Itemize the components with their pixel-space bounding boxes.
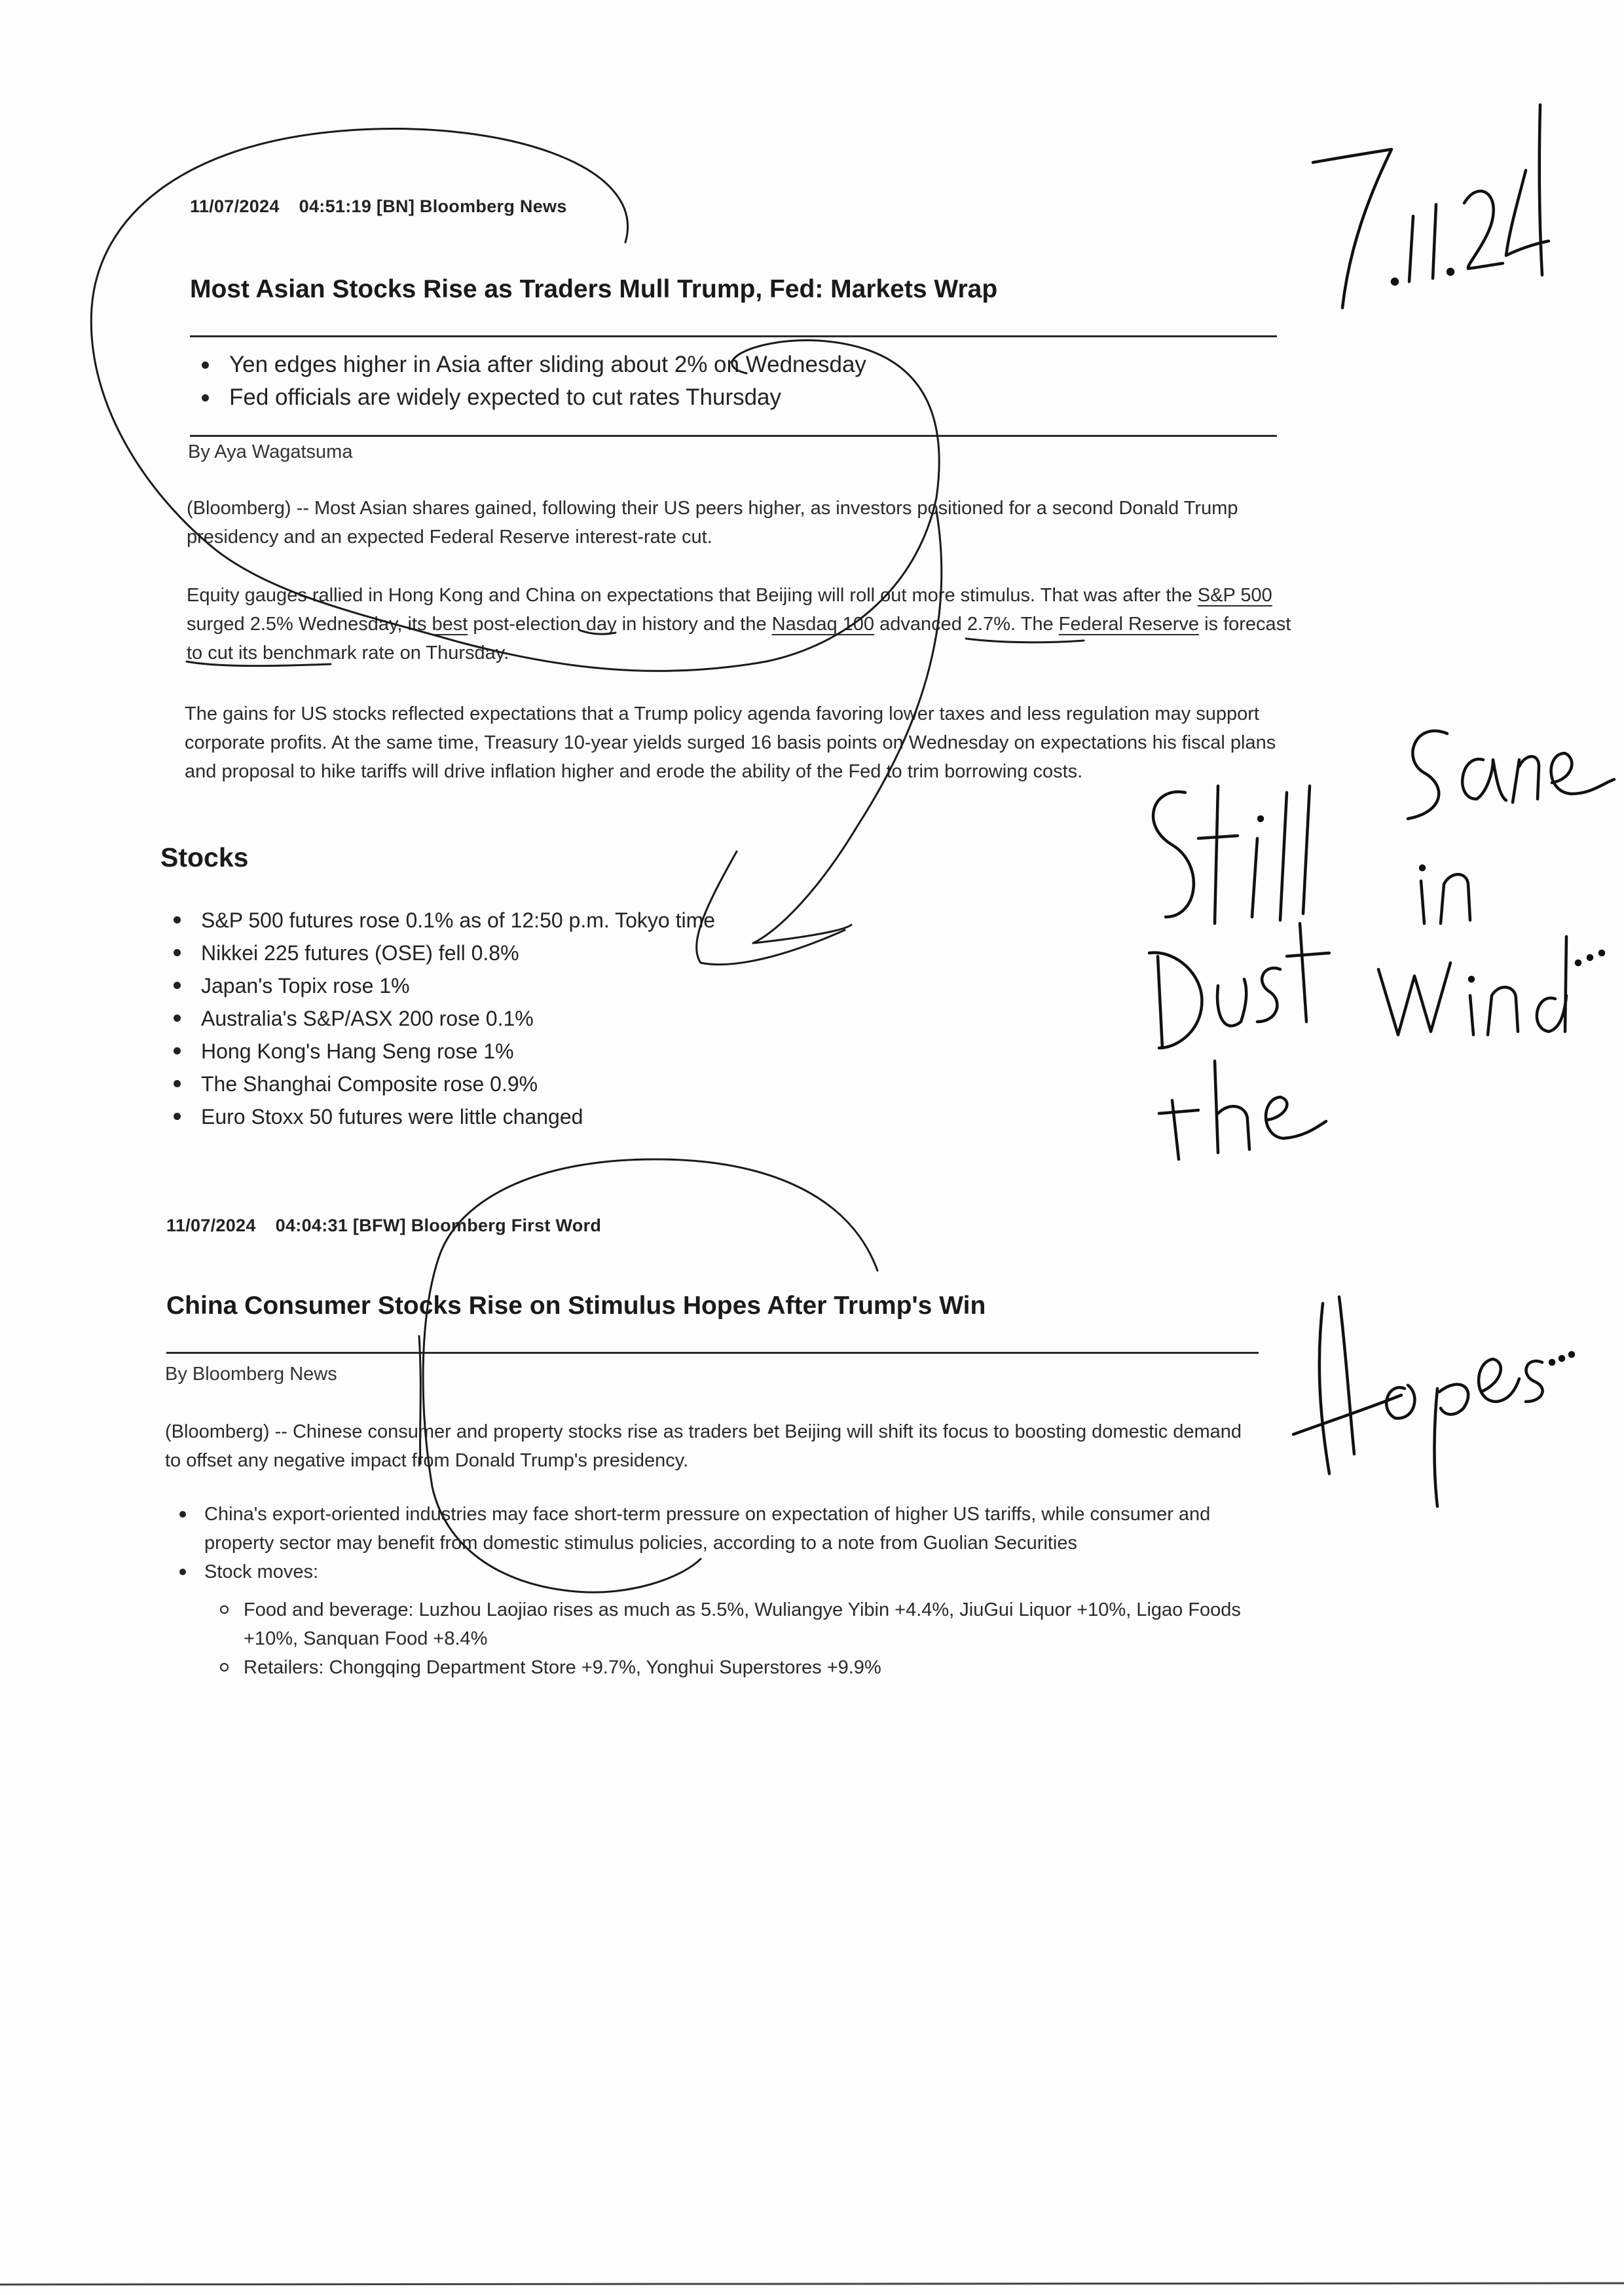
list-item: S&P 500 futures rose 0.1% as of 12:50 p.m. Tokyo time — [160, 904, 1208, 937]
list-item: Retailers: Chongqing Department Store +9.7%, Yonghui Superstores +9.9% — [204, 1653, 1253, 1682]
stock-moves-list — [204, 1595, 1253, 1682]
stocks-list — [160, 904, 1208, 1133]
article2-bullets — [166, 1500, 1253, 1682]
scan-edge-line — [0, 2283, 1624, 2285]
article1-date: 11/07/2024 — [190, 196, 280, 216]
article1-paragraph-2: Equity gauges rallied in Hong Kong and China on expectations that Beijing will roll out more stimulus. That was after the S&P 500 surged 2.5% Wednesday, its best post-election day in history and the Nasdaq 100 advanced 2.7%. The Federal Reserve is forecast to cut its benchmark rate on Thursday. — [187, 585, 1291, 663]
link-sp500[interactable]: S&P 500 — [1197, 585, 1272, 606]
list-item: Nikkei 225 futures (OSE) fell 0.8% — [160, 937, 1208, 969]
article2-headline-rule — [166, 1352, 1259, 1354]
list-item: The Shanghai Composite rose 0.9% — [160, 1068, 1208, 1100]
article1-summary-rule — [190, 435, 1277, 437]
article2-headline: China Consumer Stocks Rise on Stimulus Hopes After Trump's Win — [166, 1292, 986, 1320]
stocks-heading: Stocks — [160, 842, 249, 872]
link-best[interactable]: best — [432, 614, 468, 635]
link-federal-reserve[interactable]: Federal Reserve — [1058, 614, 1200, 635]
article1-byline: By Aya Wagatsuma — [188, 441, 353, 462]
article1-summary-bullets — [190, 348, 1277, 414]
article1-headline-rule — [190, 335, 1277, 337]
list-item: Stock moves: Food and beverage: Luzhou Laojiao rises as much as 5.5%, Wuliangye Yibin +4.4%, JiuGui Liquor +10%, Ligao Foods +10%, Sanquan Food +8.4% Retailers: Chongqing Department Store +9.7%, Yonghui Superstores +9.9% — [166, 1558, 1253, 1682]
article1-headline: Most Asian Stocks Rise as Traders Mull Trump, Fed: Markets Wrap — [190, 275, 998, 303]
article2-meta — [166, 1216, 601, 1236]
list-item: Hong Kong's Hang Seng rose 1% — [160, 1035, 1208, 1068]
article1-time-source: 04:51:19 [BN] Bloomberg News — [299, 196, 567, 216]
article1-paragraph-1: (Bloomberg) -- Most Asian shares gained, following their US peers higher, as investors positioned for a second Donald Trump presidency and an expected Federal Reserve interest-rate cut. — [187, 498, 1238, 548]
list-item: China's export-oriented industries may face short-term pressure on expectation of higher US tariffs, while consumer and property sector may benefit from domestic stimulus policies, according to a note from Guolian Securities — [166, 1500, 1253, 1558]
article1-paragraph-3: The gains for US stocks reflected expectations that a Trump policy agenda favoring lower taxes and less regulation may support corporate profits. At the same time, Treasury 10-year yields surged 16 basis points on Wednesday on expectations his fiscal plans and proposal to hike tariffs will drive inflation higher and erode the ability of the Fed to trim borrowing costs. — [185, 703, 1276, 782]
list-item: Yen edges higher in Asia after sliding about 2% on Wednesday — [190, 348, 1277, 381]
list-item: Japan's Topix rose 1% — [160, 969, 1208, 1002]
article2-date: 11/07/2024 — [166, 1216, 256, 1235]
list-item: Food and beverage: Luzhou Laojiao rises as much as 5.5%, Wuliangye Yibin +4.4%, JiuGui Liquor +10%, Ligao Foods +10%, Sanquan Food +8.4% — [204, 1595, 1253, 1653]
link-nasdaq-100[interactable]: Nasdaq 100 — [771, 614, 875, 635]
article2-paragraph-1: (Bloomberg) -- Chinese consumer and property stocks rise as traders bet Beijing will shift its focus to boosting domestic demand to offset any negative impact from Donald Trump's presidency. — [165, 1421, 1242, 1471]
article2-time-source: 04:04:31 [BFW] Bloomberg First Word — [275, 1216, 602, 1235]
list-item: Fed officials are widely expected to cut rates Thursday — [190, 381, 1277, 414]
list-item: Australia's S&P/ASX 200 rose 0.1% — [160, 1002, 1208, 1035]
list-item: Euro Stoxx 50 futures were little changed — [160, 1100, 1208, 1133]
article1-meta — [190, 196, 567, 217]
article2-byline: By Bloomberg News — [165, 1364, 337, 1385]
